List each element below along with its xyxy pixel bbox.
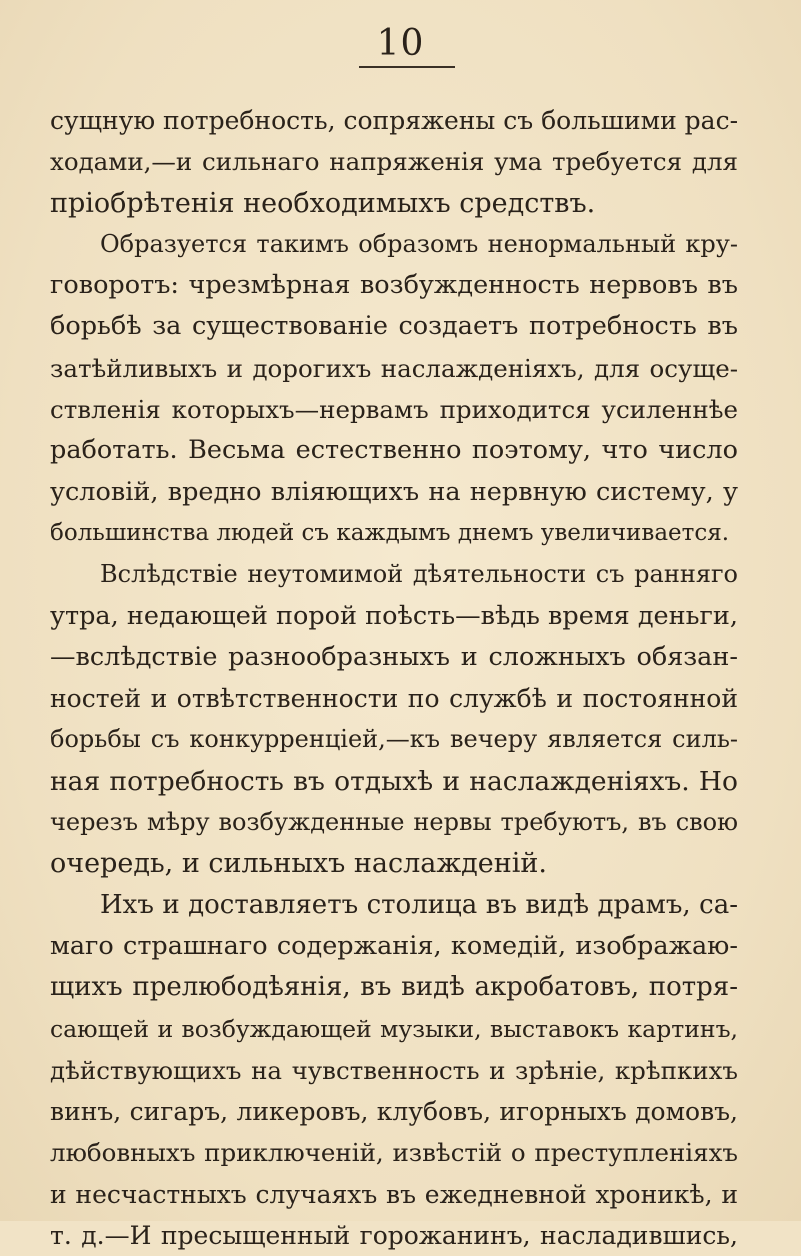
text-line: ствленія которыхъ—нервамъ приходится усиленнѣе xyxy=(50,395,738,425)
text-line: утра, недающей порой поѣсть—вѣдь время деньги, xyxy=(50,600,738,631)
text-line: сающей и возбуждающей музыки, выставокъ картинъ, xyxy=(50,1014,738,1043)
text-line: любовныхъ приключеній, извѣстій о преступленіяхъ xyxy=(50,1138,738,1168)
text-line: маго страшнаго содержанія, комедій, изображаю- xyxy=(50,930,738,961)
header-rule xyxy=(359,66,455,68)
body-text xyxy=(50,100,738,1256)
text-line: сущную потребность, сопряжены съ большими рас- xyxy=(50,106,738,135)
text-line: работать. Весьма естественно поэтому, что число xyxy=(50,435,738,466)
page-number: 10 xyxy=(376,23,425,64)
text-line: говоротъ: чрезмѣрная возбужденность нервовъ въ xyxy=(50,270,738,301)
text-line: затѣйливыхъ и дорогихъ наслажденіяхъ, для осуще- xyxy=(50,353,738,383)
text-line: ная потребность въ отдыхѣ и наслажденіяхъ. Но xyxy=(50,765,738,797)
text-line: Ихъ и доставляетъ столица въ видѣ драмъ, са- xyxy=(100,889,738,920)
text-line: борьбы съ конкурренціей,—къ вечеру является силь- xyxy=(50,725,738,754)
text-line: ходами,—и сильнаго напряженія ума требуется для xyxy=(50,147,738,177)
text-line: условій, вредно вліяющихъ на нервную систему, у xyxy=(50,476,738,507)
text-line: пріобрѣтенія необходимыхъ средствъ. xyxy=(50,187,596,219)
text-line: очередь, и сильныхъ наслажденій. xyxy=(50,848,547,880)
text-line: Вслѣдствіе неутомимой дѣятельности съ ранняго xyxy=(100,560,738,589)
text-line: борьбѣ за существованіе создаетъ потребность въ xyxy=(50,311,738,342)
text-line: черезъ мѣру возбужденные нервы требуютъ, въ свою xyxy=(50,808,738,837)
text-line: и несчастныхъ случаяхъ въ ежедневной хроникѣ, и xyxy=(50,1179,738,1209)
text-line: щихъ прелюбодѣянія, въ видѣ акробатовъ, потря- xyxy=(50,972,738,1003)
text-line: —вслѣдствіе разнообразныхъ и сложныхъ обязан- xyxy=(50,641,738,672)
text-line: Образуется такимъ образомъ ненормальный кру- xyxy=(100,229,738,258)
text-line: винъ, сигаръ, ликеровъ, клубовъ, игорныхъ домовъ, xyxy=(50,1097,738,1127)
text-line: т. д.—И пресыщенный горожанинъ, насладившись, xyxy=(50,1221,738,1251)
text-line: дѣйствующихъ на чувственность и зрѣніе, крѣпкихъ xyxy=(50,1055,738,1085)
text-line: большинства людей съ каждымъ днемъ увеличивается. xyxy=(50,519,730,546)
text-line: ностей и отвѣтственности по службѣ и постоянной xyxy=(50,684,738,714)
